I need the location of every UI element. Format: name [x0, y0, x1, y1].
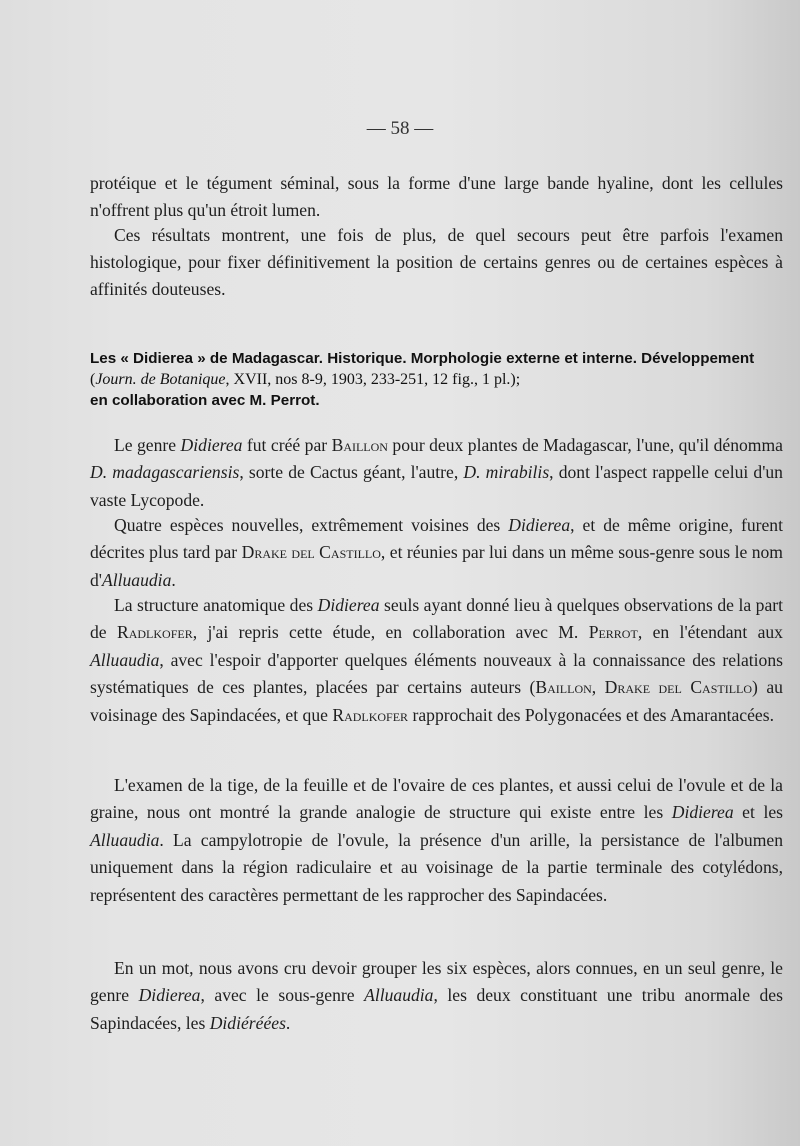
genus-name: Didierea — [180, 435, 243, 455]
genus-name: Didierea — [508, 515, 571, 535]
paragraph-examination — [90, 772, 783, 909]
paragraph-new-species — [90, 512, 783, 594]
paragraph-genus-history — [90, 432, 783, 514]
tribe-name: Didiéréées — [209, 1012, 286, 1033]
text-run: En un mot, nous avons cru devoir grouper les six espèces, alors connues, en un seul genre, le genre — [90, 958, 783, 1006]
subgenus-name: Alluaudia — [364, 985, 434, 1006]
author-name: Radlkofer — [116, 622, 193, 643]
publication-title: Les « Didierea » de Madagascar. Historique. Morphologie externe et interne. Développement — [90, 350, 755, 367]
text-run: , avec le sous-genre — [200, 985, 365, 1006]
ref-open: ( — [90, 371, 96, 388]
text-run: pour deux plantes de Madagascar, l'une, qu'il dénomma — [387, 435, 783, 455]
paragraph-results — [90, 222, 783, 303]
text-run: fut créé par — [242, 435, 332, 455]
text-run: Quatre espèces nouvelles, extrêmement voisines des — [114, 515, 509, 535]
paragraph-anatomy — [90, 592, 783, 729]
paragraph-continuation — [90, 170, 783, 224]
text-run: , en l'étendant aux — [637, 622, 783, 643]
text-run: L'examen de la tige, de la feuille et de l'ovaire de ces plantes, et aussi celui de l'ovule et de la graine, nous ont montré la grande analogie de structure qui existe entre les — [90, 775, 783, 823]
publication-heading — [90, 348, 783, 411]
paragraph-text: protéique et le tégument séminal, sous la forme d'une large bande hyaline, dont les cellules n'offrent plus qu'un étroit lumen. — [90, 173, 783, 220]
author-name: Perrot — [588, 622, 638, 643]
text-run: , dont l'aspect rappelle celui d'un vaste Lycopode. — [90, 462, 783, 510]
text-run: La structure anatomique des — [114, 595, 318, 615]
journal-reference: , XVII, nos 8-9, 1903, 233-251, 12 fig., 1 pl.); — [225, 371, 521, 388]
author-name: Baillon — [535, 677, 592, 698]
text-run: . — [171, 569, 176, 590]
paragraph-conclusion — [90, 955, 783, 1037]
text-run: , et de même origine, furent décrites plus tard par — [90, 515, 783, 563]
author-name: Radlkofer — [332, 704, 409, 725]
journal-name: Journ. de Botanique — [95, 371, 226, 388]
page-number: — 58 — — [366, 118, 434, 139]
author-name: Drake del Castillo — [604, 677, 753, 698]
text-run: ) au voisinage des Sapindacées, et que — [90, 677, 783, 725]
subgenus-name: Alluaudia — [90, 829, 160, 850]
text-run: . La campylotropie de l'ovule, la présence d'un arille, la persistance de l'albumen uniquement dans la région radiculaire et au voisinage de la partie terminale des cotylédons, représentent des caractères permettant de les rapprocher des Sapindacées. — [90, 829, 783, 905]
collaboration-note: en collaboration avec M. Perrot. — [90, 392, 320, 409]
paragraph-text: Ces résultats montrent, une fois de plus, de quel secours peut être parfois l'examen histologique, pour fixer définitivement la position de certains genres ou de certaines espèces à affinités douteuses. — [90, 225, 783, 299]
text-run: , j'ai repris cette étude, en collaboration avec M. — [192, 622, 589, 643]
text-run: rapprochait des Polygonacées et des Amarantacées. — [408, 704, 774, 725]
text-run: , avec l'espoir d'apporter quelques éléments nouveaux à la connaissance des relations systématiques de ces plantes, placées par certains auteurs ( — [90, 649, 783, 698]
text-run: seuls ayant donné lieu à quelques observations de la part de — [90, 595, 784, 643]
text-run: . — [285, 1012, 291, 1033]
species-name: D. mirabilis — [463, 462, 550, 483]
author-name: Baillon — [331, 435, 388, 455]
author-name: Drake del Castillo — [241, 542, 381, 563]
genus-name: Didierea — [317, 595, 380, 615]
genus-name: Didierea — [671, 802, 734, 823]
text-run: et les — [733, 802, 783, 823]
genus-name: Didierea — [138, 985, 201, 1006]
text-run: , les deux constituant une tribu anormale des Sapindacées, les — [90, 985, 783, 1033]
subgenus-name: Alluaudia — [101, 569, 172, 590]
text-run: , et réunies par lui dans un même sous-genre sous le nom d' — [90, 542, 783, 590]
text-run: Le genre — [114, 435, 181, 455]
species-name: D. madagascariensis — [90, 462, 240, 483]
subgenus-name: Alluaudia — [90, 649, 160, 670]
text-run: , sorte de Cactus géant, l'autre, — [239, 462, 464, 483]
text-run: , — [591, 677, 605, 698]
